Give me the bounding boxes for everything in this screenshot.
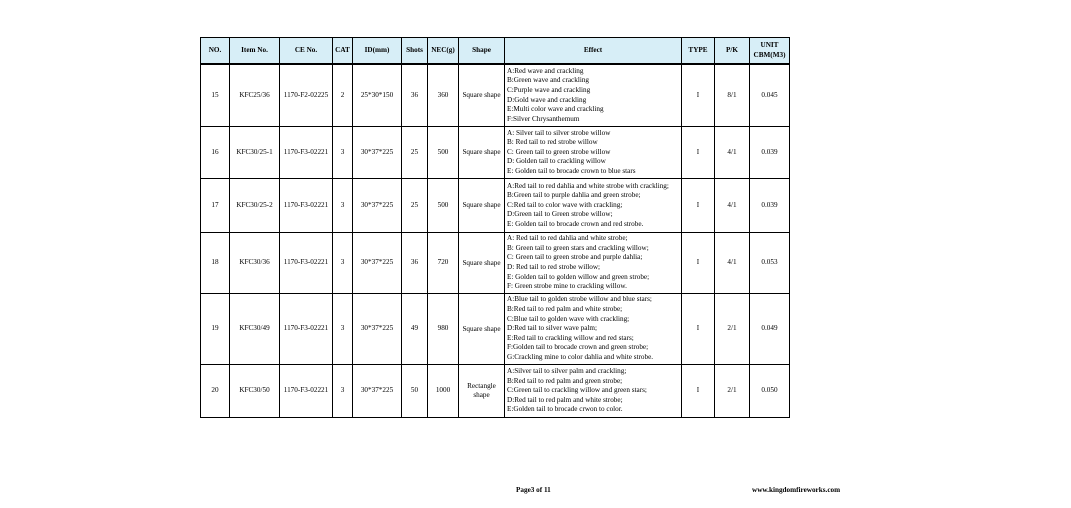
effect-line: A:Red tail to red dahlia and white strobe with crackling; xyxy=(507,181,669,190)
cell-cat: 3 xyxy=(333,294,353,365)
cell-shape: Square shape xyxy=(459,64,505,127)
cell-unit: 0.050 xyxy=(750,365,790,418)
cell-id-mm: 30*37*225 xyxy=(353,365,402,418)
cell-cat: 3 xyxy=(333,233,353,294)
cell-item-no: KFC25/36 xyxy=(230,64,280,127)
header-id-mm: ID(mm) xyxy=(353,38,402,65)
header-type: TYPE xyxy=(682,38,715,65)
effect-line: C:Purple wave and crackling xyxy=(507,85,591,94)
cell-effect xyxy=(505,179,682,233)
page-number: Page3 of 11 xyxy=(516,486,551,494)
cell-shots: 49 xyxy=(402,294,428,365)
cell-ce-no: 1170-F3-02221 xyxy=(280,365,333,418)
cell-unit: 0.045 xyxy=(750,64,790,127)
cell-shape: Square shape xyxy=(459,294,505,365)
effect-line: B:Green wave and crackling xyxy=(507,76,590,85)
effect-line: E: Golden tail to brocade crown to blue stars xyxy=(507,166,636,175)
effect-line: F:Silver Chrysanthemum xyxy=(507,114,580,123)
cell-shots: 25 xyxy=(402,127,428,179)
effect-line: C:Blue tail to golden wave with crackling; xyxy=(507,314,630,323)
effect-line: G:Crackling mine to color dahlia and white strobe. xyxy=(507,352,654,361)
cell-unit: 0.053 xyxy=(750,233,790,294)
effect-line: B:Green tail to purple dahlia and green strobe; xyxy=(507,191,641,200)
header-ce-no: CE No. xyxy=(280,38,333,65)
cell-effect xyxy=(505,64,682,127)
cell-no: 15 xyxy=(201,64,230,127)
effect-line: A:Silver tail to silver palm and crackling; xyxy=(507,367,627,376)
cell-no: 16 xyxy=(201,127,230,179)
header-shots: Shots xyxy=(402,38,428,65)
effect-line: D:Green tail to Green strobe willow; xyxy=(507,210,613,219)
effect-line: D:Gold wave and crackling xyxy=(507,95,587,104)
effect-line: C: Green tail to green strobe willow xyxy=(507,147,611,156)
cell-unit: 0.049 xyxy=(750,294,790,365)
effect-line: C: Green tail to green strobe and purple dahlia; xyxy=(507,253,643,262)
cell-no: 20 xyxy=(201,365,230,418)
cell-shape: Rectangle shape xyxy=(459,365,505,418)
cell-ce-no: 1170-F3-02221 xyxy=(280,127,333,179)
cell-pk: 4/1 xyxy=(715,179,750,233)
cell-unit: 0.039 xyxy=(750,127,790,179)
effect-line: D: Red tail to red strobe willow; xyxy=(507,263,601,271)
cell-item-no: KFC30/36 xyxy=(230,233,280,294)
cell-effect xyxy=(505,365,682,418)
cell-pk: 4/1 xyxy=(715,127,750,179)
cell-item-no: KFC30/50 xyxy=(230,365,280,418)
cell-shots: 50 xyxy=(402,365,428,418)
cell-nec: 980 xyxy=(428,294,459,365)
effect-line: B:Red tail to red palm and green strobe; xyxy=(507,376,623,385)
cell-id-mm: 25*30*150 xyxy=(353,64,402,127)
cell-ce-no: 1170-F3-02221 xyxy=(280,179,333,233)
cell-shots: 25 xyxy=(402,179,428,233)
cell-type: I xyxy=(682,127,715,179)
cell-type: I xyxy=(682,294,715,365)
header-cat: CAT xyxy=(333,38,353,65)
cell-nec: 360 xyxy=(428,64,459,127)
effect-line: D: Golden tail to crackling willow xyxy=(507,157,606,166)
header-unit-line2: CBM(M3) xyxy=(753,50,786,59)
header-pk: P/K xyxy=(715,38,750,65)
effect-line: E: Golden tail to golden willow and green strobe; xyxy=(507,272,650,281)
table-header-row xyxy=(201,38,790,65)
cell-id-mm: 30*37*225 xyxy=(353,233,402,294)
cell-ce-no: 1170-F3-02221 xyxy=(280,294,333,365)
cell-cat: 3 xyxy=(333,365,353,418)
effect-line: C:Green tail to crackling willow and green stars; xyxy=(507,386,647,395)
cell-item-no: KFC30/25-1 xyxy=(230,127,280,179)
product-table-container xyxy=(200,37,789,418)
cell-cat: 3 xyxy=(333,127,353,179)
header-no: NO. xyxy=(201,38,230,65)
effect-line: E:Golden tail to brocade crwon to color. xyxy=(507,405,623,414)
effect-line: B: Green tail to green stars and crackling willow; xyxy=(507,243,649,252)
table-row xyxy=(201,127,790,179)
product-table xyxy=(200,37,790,418)
effect-line: A:Blue tail to golden strobe willow and blue stars; xyxy=(507,295,652,304)
cell-no: 17 xyxy=(201,179,230,233)
cell-type: I xyxy=(682,233,715,294)
header-unit xyxy=(750,38,790,65)
header-shape: Shape xyxy=(459,38,505,65)
header-effect: Effect xyxy=(505,38,682,65)
cell-shots: 36 xyxy=(402,233,428,294)
cell-effect xyxy=(505,294,682,365)
effect-line: C:Red tail to color wave with crackling; xyxy=(507,200,623,209)
cell-id-mm: 30*37*225 xyxy=(353,294,402,365)
cell-pk: 2/1 xyxy=(715,294,750,365)
effect-line: E: Golden tail to brocade crown and red strobe. xyxy=(507,219,644,228)
cell-no: 19 xyxy=(201,294,230,365)
cell-nec: 1000 xyxy=(428,365,459,418)
cell-nec: 500 xyxy=(428,127,459,179)
cell-pk: 4/1 xyxy=(715,233,750,294)
cell-pk: 2/1 xyxy=(715,365,750,418)
effect-line: F: Green strobe mine to crackling willow. xyxy=(507,282,627,291)
cell-type: I xyxy=(682,64,715,127)
header-unit-line1: UNIT xyxy=(760,41,779,50)
effect-line: D:Red tail to red palm and white strobe; xyxy=(507,395,623,404)
effect-line: B: Red tail to red strobe willow xyxy=(507,138,598,147)
effect-line: E:Red tail to crackling willow and red stars; xyxy=(507,333,634,342)
cell-pk: 8/1 xyxy=(715,64,750,127)
cell-ce-no: 1170-F2-02225 xyxy=(280,64,333,127)
header-item-no: Item No. xyxy=(230,38,280,65)
cell-item-no: KFC30/49 xyxy=(230,294,280,365)
cell-type: I xyxy=(682,179,715,233)
effect-line: D:Red tail to silver wave palm; xyxy=(507,324,598,333)
cell-shots: 36 xyxy=(402,64,428,127)
website-url: www.kingdomfireworks.com xyxy=(752,486,841,494)
table-row xyxy=(201,365,790,418)
header-nec: NEC(g) xyxy=(428,38,459,65)
cell-shape: Square shape xyxy=(459,127,505,179)
cell-shape: Square shape xyxy=(459,233,505,294)
cell-no: 18 xyxy=(201,233,230,294)
effect-line: A: Red tail to red dahlia and white strobe; xyxy=(507,234,628,243)
cell-effect xyxy=(505,233,682,294)
cell-type: I xyxy=(682,365,715,418)
cell-id-mm: 30*37*225 xyxy=(353,127,402,179)
cell-nec: 500 xyxy=(428,179,459,233)
cell-item-no: KFC30/25-2 xyxy=(230,179,280,233)
table-row xyxy=(201,294,790,365)
effect-line: A:Red wave and crackling xyxy=(507,66,584,75)
effect-line: B:Red tail to red palm and white strobe; xyxy=(507,305,623,314)
cell-shape: Square shape xyxy=(459,179,505,233)
cell-cat: 3 xyxy=(333,179,353,233)
cell-cat: 2 xyxy=(333,64,353,127)
effect-line: A: Silver tail to silver strobe willow xyxy=(507,128,611,137)
cell-effect xyxy=(505,127,682,179)
effect-line: E:Multi color wave and crackling xyxy=(507,105,604,114)
table-row xyxy=(201,64,790,127)
cell-id-mm: 30*37*225 xyxy=(353,179,402,233)
effect-line: F:Golden tail to brocade crown and green strobe; xyxy=(507,343,649,352)
cell-ce-no: 1170-F3-02221 xyxy=(280,233,333,294)
table-row xyxy=(201,179,790,233)
table-row xyxy=(201,233,790,294)
cell-nec: 720 xyxy=(428,233,459,294)
cell-unit: 0.039 xyxy=(750,179,790,233)
